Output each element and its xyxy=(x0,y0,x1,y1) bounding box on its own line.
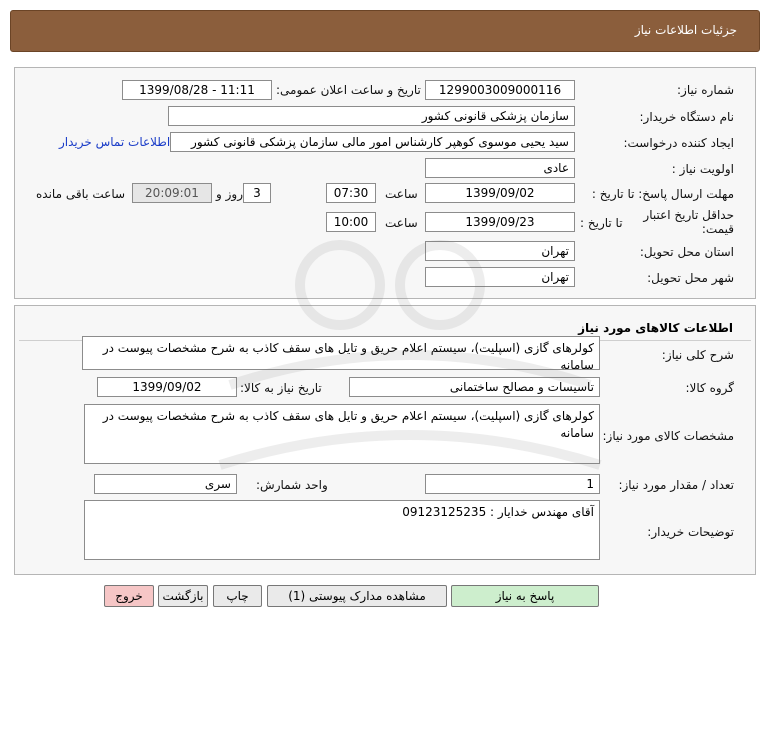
group-label: گروه کالا: xyxy=(685,381,734,395)
group-field: تاسیسات و مصالح ساختمانی xyxy=(349,377,600,397)
province-label: استان محل تحویل: xyxy=(639,245,734,259)
need-info-panel xyxy=(14,67,756,299)
priority-field: عادی xyxy=(425,158,575,178)
city-field: تهران xyxy=(425,267,575,287)
buyer-notes-field: آقای مهندس خدایار : 09123125235 xyxy=(84,500,600,560)
buyer-contact-link[interactable]: اطلاعات تماس خریدار xyxy=(59,135,171,149)
exit-button[interactable]: خروج xyxy=(104,585,154,607)
validity-time-label: ساعت xyxy=(385,216,418,230)
quantity-label: تعداد / مقدار مورد نیاز: xyxy=(618,478,734,492)
province-field: تهران xyxy=(425,241,575,261)
time-remaining-field: 20:09:01 xyxy=(132,183,212,203)
buyer-org-label: نام دستگاه خریدار: xyxy=(639,110,734,124)
page-header xyxy=(10,10,760,52)
days-and-label: روز و xyxy=(216,187,243,201)
summary-label: شرح کلی نیاز: xyxy=(661,348,734,362)
unit-label: واحد شمارش: xyxy=(256,478,328,492)
requester-field: سید یحیی موسوی کوهپر کارشناس امور مالی سازمان پزشکی قانونی کشور xyxy=(170,132,575,152)
validity-label: حداقل تاریخ اعتبار قیمت: xyxy=(643,208,734,236)
deadline-date-field: 1399/09/02 xyxy=(425,183,575,203)
goods-section-title: اطلاعات کالاهای مورد نیاز xyxy=(578,321,733,335)
print-button[interactable]: چاپ xyxy=(213,585,262,607)
validity-date-field: 1399/09/23 xyxy=(425,212,575,232)
quantity-field: 1 xyxy=(425,474,600,494)
summary-field: کولرهای گازی (اسپلیت)، سیستم اعلام حریق و تایل های سقف کاذب به شرح مشخصات پیوست در سامانه xyxy=(82,336,600,370)
back-button[interactable]: بازگشت xyxy=(158,585,208,607)
buyer-notes-label: توضیحات خریدار: xyxy=(647,525,734,539)
announce-datetime-label: تاریخ و ساعت اعلان عمومی: xyxy=(276,83,421,97)
requester-label: ایجاد کننده درخواست: xyxy=(623,136,734,150)
view-attachments-button[interactable]: مشاهده مدارک پیوستی (1) xyxy=(267,585,447,607)
specs-label: مشخصات کالای مورد نیاز: xyxy=(602,429,734,443)
announce-datetime-field: 1399/08/28 - 11:11 xyxy=(122,80,272,100)
buyer-org-field: سازمان پزشکی قانونی کشور xyxy=(168,106,575,126)
unit-field: سری xyxy=(94,474,237,494)
priority-label: اولویت نیاز : xyxy=(671,162,734,176)
specs-field: کولرهای گازی (اسپلیت)، سیستم اعلام حریق و تایل های سقف کاذب به شرح مشخصات پیوست در سامانه xyxy=(84,404,600,464)
validity-time-field: 10:00 xyxy=(326,212,376,232)
need-number-label: شماره نیاز: xyxy=(677,83,734,97)
validity-to-label: تا تاریخ : xyxy=(580,216,623,230)
days-remaining-field: 3 xyxy=(243,183,271,203)
city-label: شهر محل تحویل: xyxy=(647,271,734,285)
need-number-field: 1299003009000116 xyxy=(425,80,575,100)
page-title: جزئیات اطلاعات نیاز xyxy=(634,23,737,37)
deadline-label: مهلت ارسال پاسخ: تا تاریخ : xyxy=(591,187,734,201)
respond-button[interactable]: پاسخ به نیاز xyxy=(451,585,599,607)
need-date-label: تاریخ نیاز به کالا: xyxy=(240,381,322,395)
deadline-time-label: ساعت xyxy=(385,187,418,201)
time-remaining-label: ساعت باقی مانده xyxy=(36,187,126,201)
need-date-field: 1399/09/02 xyxy=(97,377,237,397)
deadline-time-field: 07:30 xyxy=(326,183,376,203)
